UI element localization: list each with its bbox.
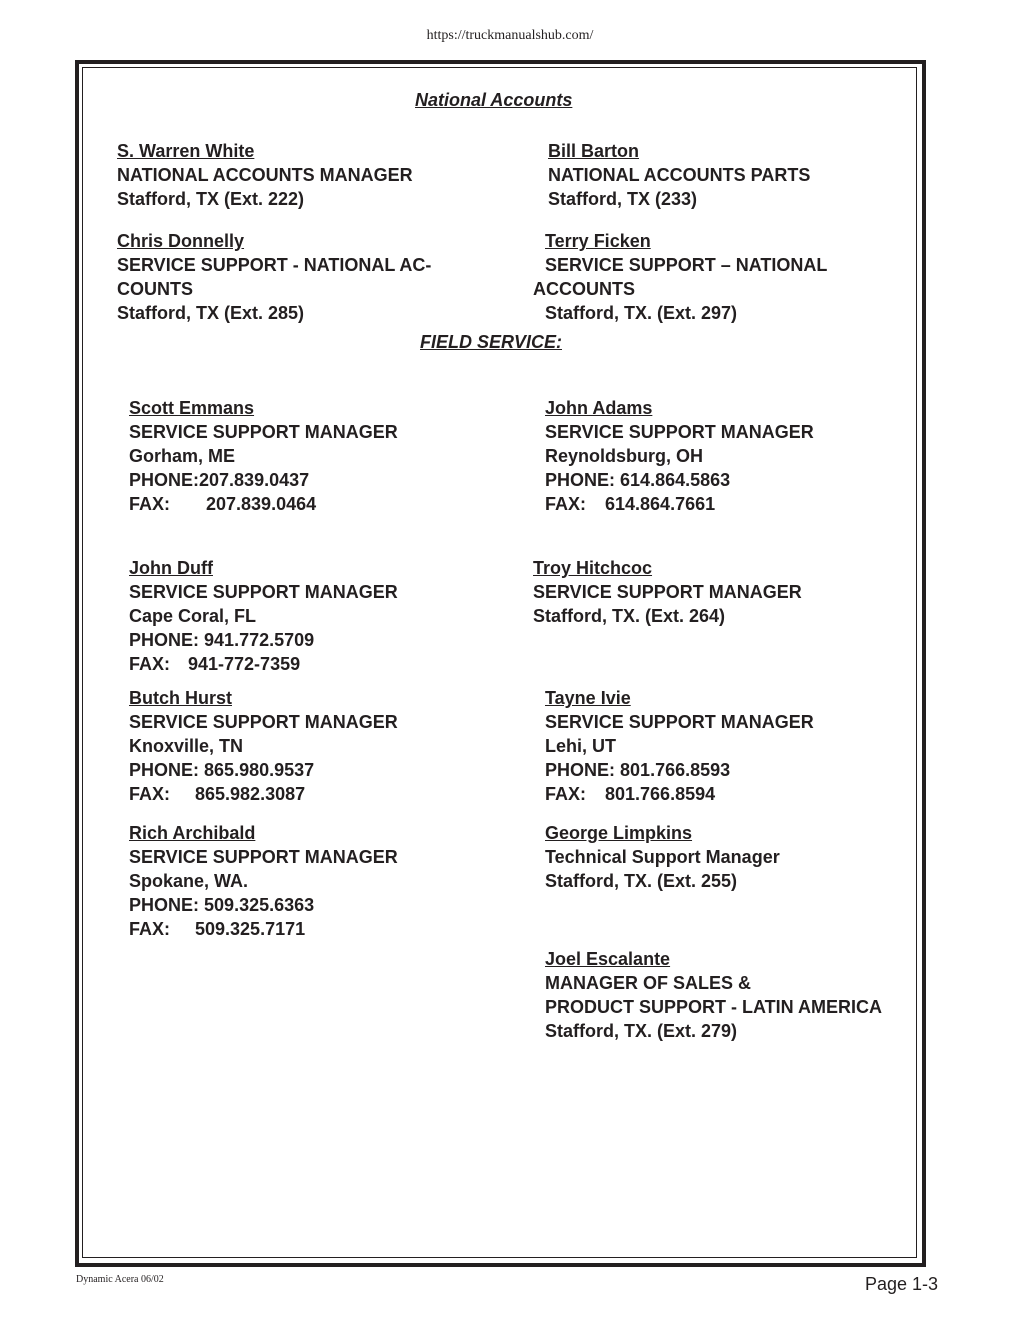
contact-location: Stafford, TX (Ext. 222) <box>117 189 305 209</box>
contact-title: SERVICE SUPPORT MANAGER <box>533 582 802 602</box>
contact-name: Joel Escalante <box>545 949 671 969</box>
contact-title-continued: PRODUCT SUPPORT - LATIN AMERICA <box>545 997 882 1017</box>
contact-card <box>129 686 398 806</box>
contact-fax: FAX: 801.766.8594 <box>545 784 716 804</box>
contact-location: Stafford, TX. (Ext. 297) <box>545 303 738 323</box>
contact-title: SERVICE SUPPORT MANAGER <box>129 422 398 442</box>
contact-location: Reynoldsburg, OH <box>545 446 704 466</box>
footer-document-info: Dynamic Acera 06/02 <box>76 1274 164 1285</box>
contact-title: MANAGER OF SALES & <box>545 973 752 993</box>
contact-name: Tayne Ivie <box>545 688 631 708</box>
contact-location: Lehi, UT <box>545 736 616 756</box>
contact-card <box>129 556 398 676</box>
contact-phone: PHONE: 509.325.6363 <box>129 895 315 915</box>
contact-card <box>117 139 413 211</box>
contact-card <box>129 396 398 516</box>
contact-title: SERVICE SUPPORT - NATIONAL AC- <box>117 255 432 275</box>
contact-title: NATIONAL ACCOUNTS PARTS <box>548 165 811 185</box>
contact-phone: PHONE: 801.766.8593 <box>545 760 731 780</box>
contact-title: Technical Support Manager <box>545 847 780 867</box>
contact-fax: FAX: 614.864.7661 <box>545 494 716 514</box>
contact-name: Terry Ficken <box>545 231 651 251</box>
contact-name: Scott Emmans <box>129 398 255 418</box>
contact-title: SERVICE SUPPORT MANAGER <box>129 847 398 867</box>
contact-card <box>545 947 882 1043</box>
contact-name: Chris Donnelly <box>117 231 245 251</box>
contact-fax: FAX: 865.982.3087 <box>129 784 306 804</box>
contact-name: John Duff <box>129 558 213 578</box>
contact-location: Stafford, TX. (Ext. 255) <box>545 871 738 891</box>
contact-title: SERVICE SUPPORT MANAGER <box>129 712 398 732</box>
contact-location: Stafford, TX (Ext. 285) <box>117 303 305 323</box>
contact-title: SERVICE SUPPORT MANAGER <box>545 712 814 732</box>
contact-location: Stafford, TX. (Ext. 279) <box>545 1021 738 1041</box>
contact-location: Spokane, WA. <box>129 871 249 891</box>
contact-card <box>545 821 780 893</box>
contact-title: NATIONAL ACCOUNTS MANAGER <box>117 165 413 185</box>
contact-name: George Limpkins <box>545 823 693 843</box>
contact-fax: FAX: 207.839.0464 <box>129 494 317 514</box>
contact-fax: FAX: 941-772-7359 <box>129 654 301 674</box>
national-accounts-heading: National Accounts <box>415 90 573 110</box>
contact-phone: PHONE: 941.772.5709 <box>129 630 315 650</box>
contact-title-continued: COUNTS <box>117 279 193 299</box>
contact-phone: PHONE:207.839.0437 <box>129 470 310 490</box>
contact-name: Bill Barton <box>548 141 640 161</box>
contact-card <box>533 556 802 628</box>
contact-location: Gorham, ME <box>129 446 236 466</box>
contact-card <box>533 229 828 325</box>
contact-title: SERVICE SUPPORT – NATIONAL <box>545 255 828 275</box>
contact-phone: PHONE: 865.980.9537 <box>129 760 315 780</box>
page-number: Page 1-3 <box>865 1274 939 1294</box>
contact-title-continued: ACCOUNTS <box>533 279 635 299</box>
contact-location: Stafford, TX (233) <box>548 189 698 209</box>
source-url: https://truckmanualshub.com/ <box>426 28 594 43</box>
contact-fax: FAX: 509.325.7171 <box>129 919 306 939</box>
contact-card <box>545 686 814 806</box>
contact-card <box>545 396 814 516</box>
contact-card <box>117 229 431 325</box>
contact-name: S. Warren White <box>117 141 255 161</box>
contact-location: Knoxville, TN <box>129 736 244 756</box>
contact-name: Rich Archibald <box>129 823 256 843</box>
contact-phone: PHONE: 614.864.5863 <box>545 470 731 490</box>
contact-card <box>129 821 398 941</box>
contact-name: John Adams <box>545 398 653 418</box>
contact-name: Troy Hitchcoc <box>533 558 653 578</box>
contact-title: SERVICE SUPPORT MANAGER <box>129 582 398 602</box>
contact-card <box>548 139 810 211</box>
contact-location: Stafford, TX. (Ext. 264) <box>533 606 726 626</box>
field-service-heading: FIELD SERVICE: <box>420 332 563 352</box>
contact-location: Cape Coral, FL <box>129 606 257 626</box>
contact-name: Butch Hurst <box>129 688 232 708</box>
contact-title: SERVICE SUPPORT MANAGER <box>545 422 814 442</box>
